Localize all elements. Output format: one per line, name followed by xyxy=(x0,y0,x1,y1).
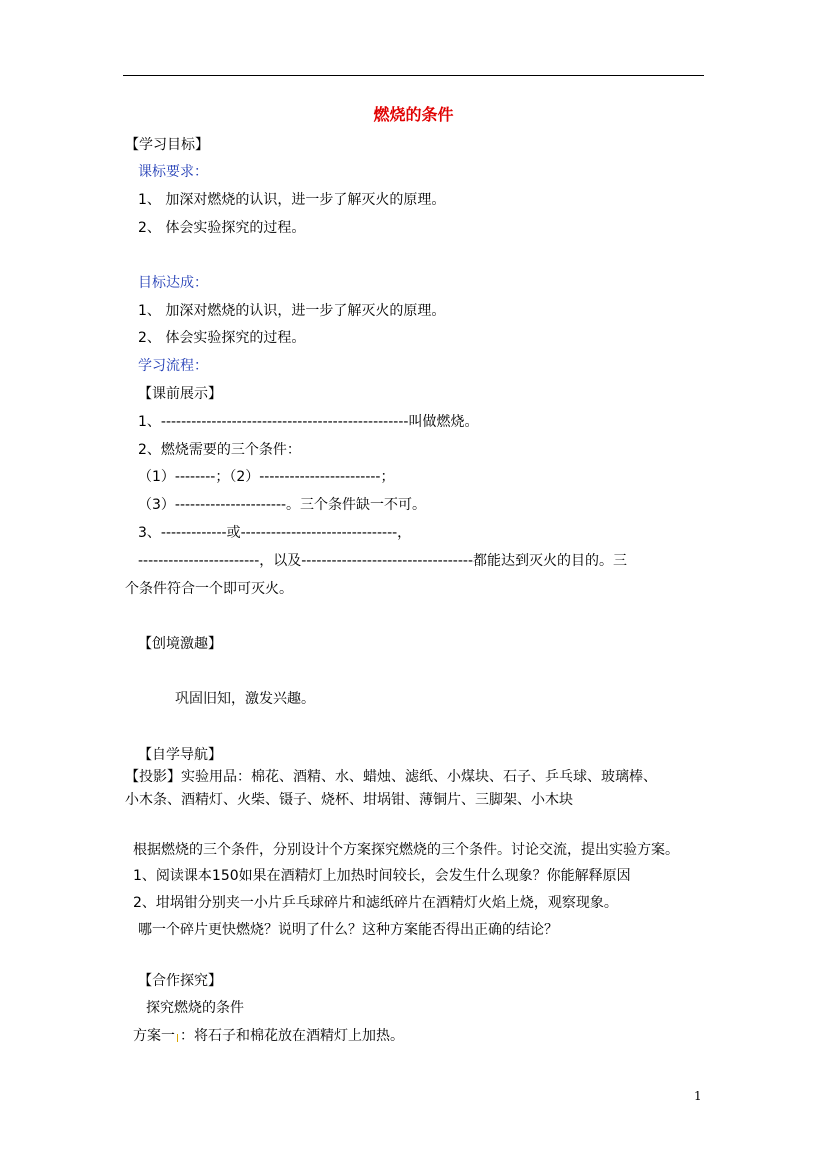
body-text: 1、阅读课本150如果在酒精灯上加热时间较长，会发生什么现象？你能解释原因 xyxy=(133,868,631,884)
fill-line: 3、-------------或-------------------------------， xyxy=(138,525,412,541)
body-text: 小木条、酒精灯、火柴、镊子、烧杯、坩埚钳、薄铜片、三脚架、小木块 xyxy=(125,792,573,808)
subheading-goals-achieved: 目标达成： xyxy=(138,275,208,291)
fill-line: ------------------------，以及----------------------------------都能达到灭火的目的。三 xyxy=(138,553,628,569)
list-item: 1、 加深对燃烧的认识，进一步了解灭火的原理。 xyxy=(138,303,446,319)
subheading-curriculum: 课标要求： xyxy=(138,164,208,180)
section-heading-preview: 【课前展示】 xyxy=(138,386,222,402)
body-text: 探究燃烧的条件 xyxy=(146,1000,244,1016)
plan-one-label: 方案一 xyxy=(133,1028,175,1044)
page-title: 燃烧的条件 xyxy=(373,105,454,124)
list-item: 2、 体会实验探究的过程。 xyxy=(138,220,306,236)
fill-line: 2、燃烧需要的三个条件： xyxy=(138,442,301,458)
section-heading-coop: 【合作探究】 xyxy=(138,973,222,989)
fill-line: （3）----------------------。三个条件缺一不可。 xyxy=(138,497,427,513)
list-item: 2、 体会实验探究的过程。 xyxy=(138,330,306,346)
plan-one-text: ：将石子和棉花放在酒精灯上加热。 xyxy=(180,1028,404,1044)
fill-line: 个条件符合一个即可灭火。 xyxy=(125,581,293,597)
fill-line: 1、-------------------------------------------------叫做燃烧。 xyxy=(138,414,479,430)
section-heading-self-study: 【自学导航】 xyxy=(138,747,222,763)
subheading-learning-flow: 学习流程： xyxy=(138,358,208,374)
body-text: 2、坩埚钳分别夹一小片乒乓球碎片和滤纸碎片在酒精灯火焰上烧，观察现象。 xyxy=(133,895,618,911)
body-text: 巩固旧知，激发兴趣。 xyxy=(175,691,315,707)
fill-line: （1）--------；（2）------------------------； xyxy=(138,469,395,485)
section-heading-goals: 【学习目标】 xyxy=(125,137,209,153)
header-rule xyxy=(123,75,704,76)
plan-one-line xyxy=(133,1027,404,1045)
list-item: 1、 加深对燃烧的认识，进一步了解灭火的原理。 xyxy=(138,192,446,208)
body-text: 哪一个碎片更快燃烧？说明了什么？这种方案能否得出正确的结论？ xyxy=(138,922,558,938)
text-cursor-icon xyxy=(177,1034,178,1042)
page-number: 1 xyxy=(694,1089,702,1103)
section-heading-scene: 【创境激趣】 xyxy=(138,636,222,652)
body-text: 根据燃烧的三个条件，分别设计个方案探究燃烧的三个条件。讨论交流，提出实验方案。 xyxy=(133,842,679,858)
body-text: 【投影】实验用品：棉花、酒精、水、蜡烛、滤纸、小煤块、石子、乒乓球、玻璃棒、 xyxy=(125,769,657,785)
